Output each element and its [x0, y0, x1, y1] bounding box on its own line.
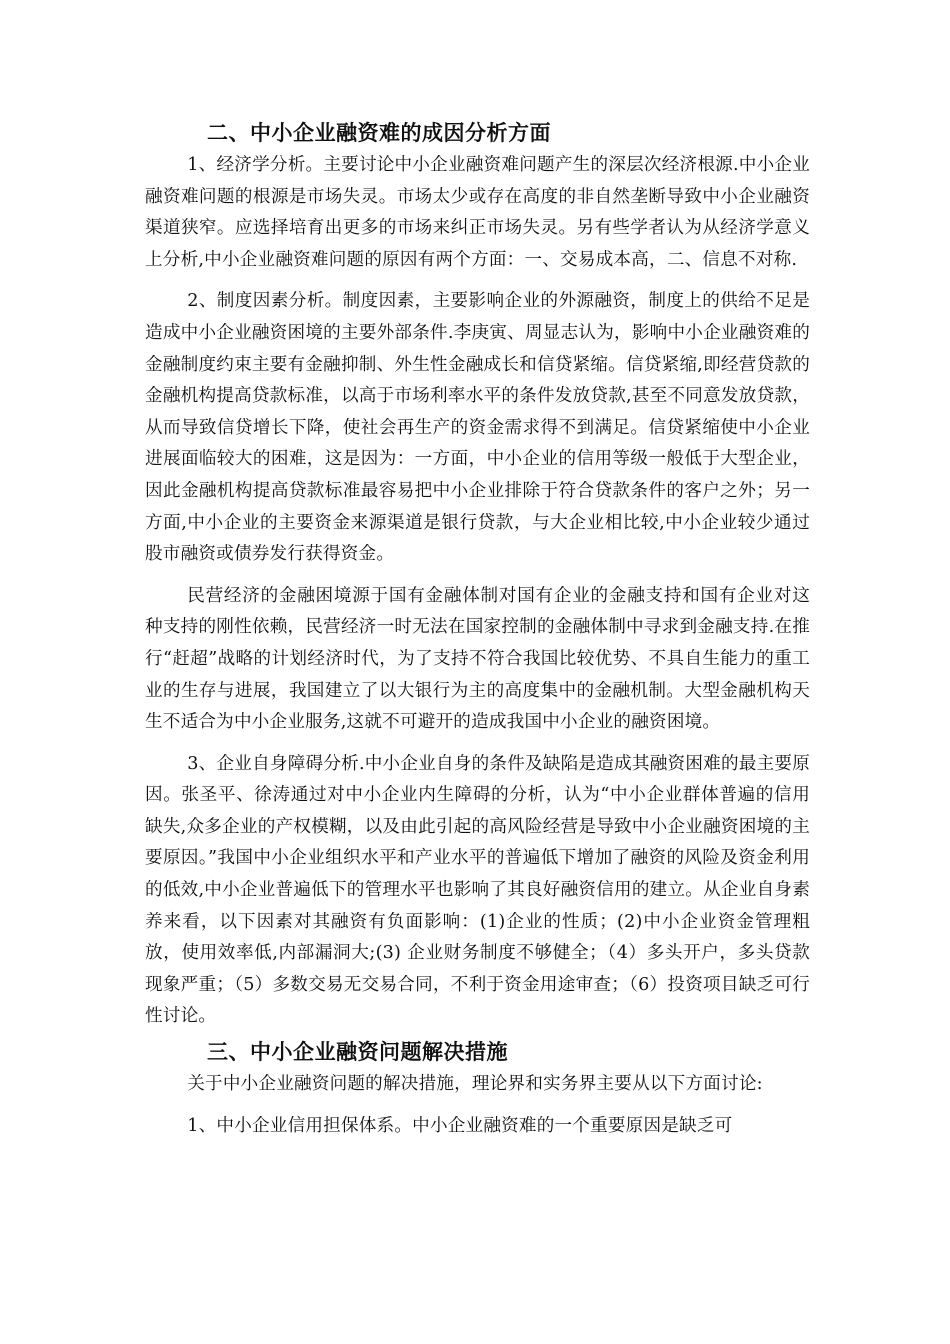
section-heading-solutions: 三、中小企业融资问题解决措施 [207, 1040, 508, 1065]
paragraph-gap [145, 739, 810, 749]
section-heading-causes: 二、中小企业融资难的成因分析方面 [207, 121, 551, 145]
document-page [145, 116, 810, 1142]
paragraph-solutions-intro: 关于中小企业融资问题的解决措施，理论界和实务界主要从以下方面讨论: [187, 1074, 763, 1095]
paragraph-institutional-analysis: 2、制度因素分析。制度因素，主要影响企业的外源融资，制度上的供给不足是造成中小企业融资困境的主要外部条件.李庚寅、周显志认为，影响中小企业融资难的金融制度约束主要有金融抑制、外生性金融成长和信贷紧缩。信贷紧缩,即经营贷款的金融机构提高贷款标准，以高于市场利率水平的条件发放贷款,甚至不同意发放贷款，从而导致信贷增长下降，使社会再生产的资金需求得不到满足。信贷紧缩使中小企业进展面临较大的困难，这是因为：一方面，中小企业的信用等级一般低于大型企业，因此金融机构提高贷款标准最容易把中小企业排除于符合贷款条件的客户之外；另一方面,中小企业的主要资金来源渠道是银行贷款，与大企业相比较,中小企业较少通过股市融资或债券发行获得资金。 [145, 291, 810, 565]
paragraph-gap [145, 1101, 810, 1111]
paragraph-credit-guarantee: 1、中小企业信用担保体系。中小企业融资难的一个重要原因是缺乏可 [187, 1115, 733, 1136]
paragraph-gap [145, 276, 810, 286]
paragraph-private-economy: 民营经济的金融困境源于国有金融体制对国有企业的金融支持和国有企业对这种支持的刚性依赖，民营经济一时无法在国家控制的金融体制中寻求到金融支持.在推行“赶超”战略的计划经济时代，为了支持不符合我国比较优势、不具自生能力的重工业的生存与进展，我国建立了以大银行为主的高度集中的金融机制。大型金融机构天生不适合为中小企业服务,这就不可避开的造成我国中小企业的融资困境。 [145, 585, 810, 733]
paragraph-economic-analysis: 1、经济学分析。主要讨论中小企业融资难问题产生的深层次经济根源.中小企业融资难问题的根源是市场失灵。市场太少或存在高度的非自然垄断导致中小企业融资渠道狭窄。应选择培育出更多的市场来纠正市场失灵。另有些学者认为从经济学意义上分析,中小企业融资难问题的原因有两个方面：一、交易成本高，二、信息不对称. [145, 155, 810, 270]
paragraph-gap [145, 571, 810, 581]
paragraph-enterprise-obstacles: 3、企业自身障碍分析.中小企业自身的条件及缺陷是造成其融资困难的最主要原因。张圣平、徐涛通过对中小企业内生障碍的分析，认为“中小企业群体普遍的信用缺失,众多企业的产权模糊，以及由此引起的高风险经营是导致中小企业融资困境的主要原因。”我国中小企业组织水平和产业水平的普遍低下增加了融资的风险及资金利用的低效,中小企业普遍低下的管理水平也影响了其良好融资信用的建立。从企业自身素养来看，以下因素对其融资有负面影响：(1)企业的性质；(2)中小企业资金管理粗放，使用效率低,内部漏洞大;(3) 企业财务制度不够健全；（4）多头开户，多头贷款现象严重；（5）多数交易无交易合同，不利于资金用途审查；（6）投资项目缺乏可行性讨论。 [145, 753, 810, 1027]
